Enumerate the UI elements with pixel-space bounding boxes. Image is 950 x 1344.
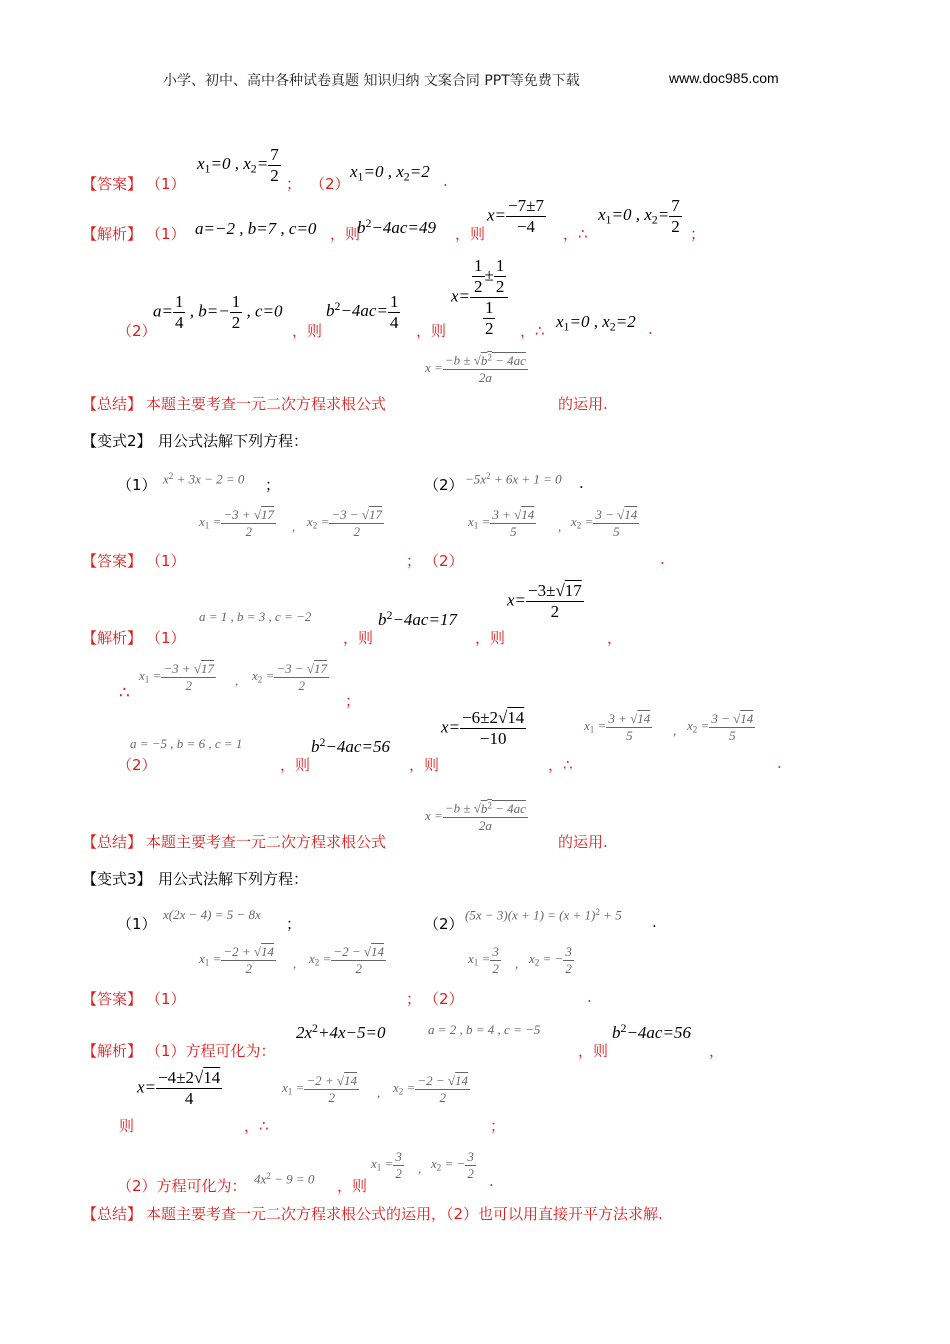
part-label: （1） (146, 990, 186, 1008)
period: . (579, 474, 584, 492)
v3-answer-2-x1: $x_1$ = $\frac{3}{2}$ (468, 944, 499, 976)
comma: , (515, 956, 519, 971)
period: . (648, 320, 653, 338)
v2-a2-x1: $x_1$ = $\frac{3 + √14}{5}$ (584, 711, 651, 743)
answer-tag: 【答案】 (82, 990, 143, 1008)
comma: , (418, 1161, 422, 1176)
part-label: （2） (424, 915, 464, 933)
v3-a2-x2: $x_2$ = − $\frac{3}{2}$ (431, 1149, 474, 1181)
v3-a2-x1: $x_1$ = $\frac{3}{2}$ (371, 1149, 402, 1181)
part-label: （2） (117, 756, 157, 774)
then: ，则 (330, 225, 361, 243)
therefore: ，∴ (563, 225, 588, 243)
ex1-a2-coef: a= $\frac{1}{4}$ , b=− $\frac{1}{2}$ , c=0 (153, 292, 283, 332)
analysis-tag: 【解析】 (82, 629, 143, 647)
then: 则 (119, 1117, 135, 1135)
v3-a2-eq: $4x^2 - 9 = 0$ (254, 1171, 315, 1187)
separator: ； (490, 1117, 506, 1135)
v3-a1-lead: （1）方程可化为： (146, 1042, 276, 1060)
summary-text: 本题主要考查一元二次方程求根公式 (146, 833, 387, 851)
summary-tag: 【总结】 (82, 395, 143, 413)
summary-tag: 【总结】 (82, 833, 143, 851)
then: ，则 (409, 756, 440, 774)
part-label: （2） (424, 476, 464, 494)
separator: ； (286, 175, 302, 193)
comma: ， (709, 1042, 725, 1060)
v2-a2-disc: $b^2-4ac=56$ (311, 735, 390, 756)
separator: ； (286, 915, 302, 933)
v3-answer-1-x2: $x_2$ = $\frac{-2 - √14}{2}$ (309, 944, 385, 976)
comma: , (292, 519, 296, 534)
v2-a1-formula: x= $\frac{-3\pm√17}{2}$ (507, 581, 582, 621)
part-label: （1） (117, 915, 157, 933)
then: ，则 (578, 1042, 609, 1060)
v3-a1-eq: $2x^2+4x-5=0$ (296, 1021, 386, 1042)
therefore: ，∴ (520, 322, 545, 340)
answer-tag: 【答案】 (82, 175, 143, 193)
separator: ； (690, 225, 706, 243)
therefore: ，∴ (548, 756, 573, 774)
v3-a1-x2: $x_2$ = $\frac{-2 - √14}{2}$ (393, 1073, 469, 1105)
summary-text: 本题主要考查一元二次方程求根公式 (146, 395, 387, 413)
part-label: （1） (146, 629, 186, 647)
header-site-link[interactable]: www.doc985.com (669, 70, 779, 86)
v2-a1-disc: $b^2-4ac=17$ (378, 608, 457, 629)
variant-2-tag: 【变式2】 (82, 432, 152, 450)
v3-a1-formula: x= $\frac{-4\pm 2√14}{4}$ (137, 1068, 221, 1108)
separator: ； (265, 476, 281, 494)
period: . (652, 913, 657, 931)
comma: , (293, 956, 297, 971)
root-formula: x = $\frac{-b \pm √b^2 - 4ac}{2a}$ (425, 352, 526, 385)
ex1-a2-disc: $b^2-4ac=$ $\frac{1}{4}$ (326, 292, 399, 332)
v2-a1-x1: $x_1$ = $\frac{-3 + √17}{2}$ (139, 661, 215, 693)
comma: , (673, 723, 677, 738)
then: ，则 (475, 629, 506, 647)
then: ，则 (416, 322, 447, 340)
part-label: （2） (424, 990, 464, 1008)
summary-end: 的运用. (558, 395, 608, 413)
v2-a2-coef: a = −5 , b = 6 , c = 1 (130, 736, 243, 751)
period: . (660, 550, 665, 568)
part-label: （1） (146, 225, 186, 243)
v2-a2-x2: $x_2$ = $\frac{3 - √14}{5}$ (687, 711, 754, 743)
comma: , (558, 519, 562, 534)
v3-answer-1-x1: $x_1$ = $\frac{-2 + √14}{2}$ (199, 944, 275, 976)
comma: , (377, 1085, 381, 1100)
v3-q2: $(5x - 3)(x + 1) = (x + 1)^2 + 5$ (465, 907, 622, 923)
period: . (443, 172, 448, 190)
period: . (777, 754, 782, 772)
then: ，则 (292, 322, 323, 340)
ex1-a1-formula: x= $\frac{-7\pm 7}{-4}$ (487, 196, 544, 236)
separator: ； (406, 990, 422, 1008)
comma: , (235, 673, 239, 688)
v2-answer-2-x1: $x_1$ = $\frac{3 + √14}{5}$ (468, 507, 535, 539)
part-label: （2） (424, 552, 464, 570)
separator: ； (345, 692, 361, 710)
part-label: （2） (117, 322, 157, 340)
v2-answer-1-x2: $x_2$ = $\frac{-3 - √17}{2}$ (307, 507, 383, 539)
separator: ； (406, 552, 422, 570)
ex1-a1-coef: a=−2 , b=7 , c=0 (195, 219, 317, 238)
v2-q1: $x^2 + 3x - 2 = 0$ (163, 471, 245, 487)
ex1-a2-formula: x= $\frac{1}{2}$ ± $\frac{1}{2}$ $\frac{1}{2}$ (451, 256, 508, 339)
v3-a2-lead: （2）方程可化为： (117, 1177, 247, 1195)
analysis-tag: 【解析】 (82, 1042, 143, 1060)
v2-answer-1-x1: $x_1$ = $\frac{-3 + √17}{2}$ (199, 507, 275, 539)
part-label: （2） (310, 175, 350, 193)
v2-a1-coef: a = 1 , b = 3 , c = −2 (199, 609, 312, 624)
summary-tag: 【总结】 (82, 1205, 143, 1223)
ex1-a1-disc: $b^2-4ac=49$ (357, 216, 436, 237)
ex1-a1-roots: $x_1=0$ , $x_2=$ $\frac{7}{2}$ (598, 196, 680, 236)
part-label: （1） (146, 552, 186, 570)
ex1-answer-1: $x_1=0$ , $x_2=$ $\frac{7}{2}$ (197, 145, 279, 185)
summary-end: 的运用. (558, 833, 608, 851)
summary-text: 本题主要考查一元二次方程求根公式的运用，（2）也可以用直接开平方法求解. (146, 1205, 663, 1223)
period: . (587, 988, 592, 1006)
then: ，则 (280, 756, 311, 774)
therefore: ，∴ (244, 1117, 269, 1135)
period: . (489, 1172, 494, 1190)
v3-answer-2-x2: $x_2$ = − $\frac{3}{2}$ (529, 944, 572, 976)
header-text: 小学、初中、高中各种试卷真题 知识归纳 文案合同 PPT等免费下载 (163, 73, 580, 89)
analysis-tag: 【解析】 (82, 225, 143, 243)
then: ，则 (455, 225, 486, 243)
part-label: （1） (146, 175, 186, 193)
variant-3-tag: 【变式3】 (82, 870, 152, 888)
v3-a1-x1: $x_1$ = $\frac{-2 + √14}{2}$ (282, 1073, 358, 1105)
ex1-answer-2: $x_1=0$ , $x_2=2$ (350, 162, 430, 184)
ex1-a2-roots: $x_1=0$ , $x_2=2$ (556, 312, 636, 334)
v2-a1-x2: $x_2$ = $\frac{-3 - √17}{2}$ (252, 661, 328, 693)
v2-a2-formula: x= $\frac{-6\pm 2√14}{-10}$ (441, 708, 525, 748)
v2-answer-2-x2: $x_2$ = $\frac{3 - √14}{5}$ (571, 507, 638, 539)
v3-a1-coef: a = 2 , b = 4 , c = −5 (428, 1022, 541, 1037)
therefore: ∴ (119, 683, 130, 703)
variant-3-title: 用公式法解下列方程： (158, 870, 309, 888)
variant-2-title: 用公式法解下列方程： (158, 432, 309, 450)
v2-q2: $-5x^2 + 6x + 1 = 0$ (465, 471, 562, 487)
root-formula: x = $\frac{-b \pm √b^2 - 4ac}{2a}$ (425, 800, 526, 833)
then: ，则 (343, 629, 374, 647)
part-label: （1） (117, 476, 157, 494)
v3-a1-disc: $b^2-4ac=56$ (612, 1021, 691, 1042)
comma: ， (607, 629, 623, 647)
v3-q1: x(2x − 4) = 5 − 8x (163, 907, 261, 922)
then: ，则 (337, 1177, 368, 1195)
answer-tag: 【答案】 (82, 552, 143, 570)
